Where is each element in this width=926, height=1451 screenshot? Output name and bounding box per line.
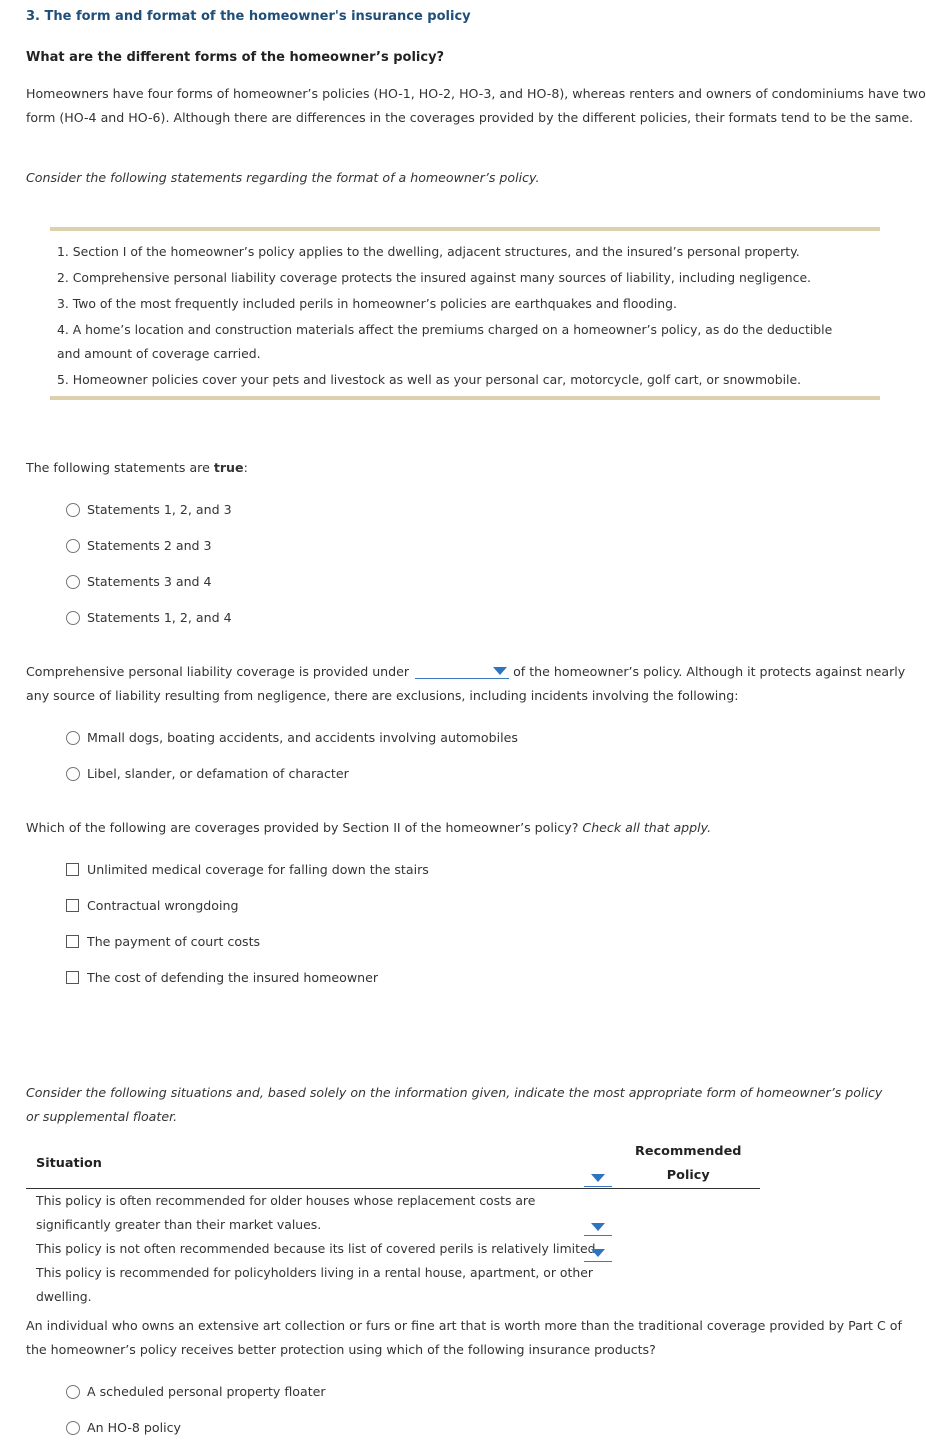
table-row: [26, 1237, 760, 1261]
option-label: The payment of court costs: [87, 934, 261, 949]
q4-prompt: Consider the following situations and, based solely on the information given, indicate the most appropriate form of homeowner’s policy or supplemental floater.: [26, 1085, 883, 1124]
option-label: Contractual wrongdoing: [87, 898, 239, 913]
option-label: A scheduled personal property floater: [87, 1384, 326, 1399]
table-row: [26, 1261, 760, 1309]
radio-button[interactable]: [66, 611, 80, 625]
policy-dropdown-3[interactable]: [584, 1245, 612, 1262]
forms-paragraph: Homeowners have four forms of homeowner’s policies (HO-1, HO-2, HO-3, and HO-8), whereas renters and owners of condominiums have two form (HO-4 and HO-6). Although there are differences in the coverages provided by the different policies, their formats tend to be the same.: [26, 86, 926, 125]
situation-column-header: Situation: [26, 1140, 616, 1189]
section-dropdown[interactable]: [415, 662, 509, 679]
situation-cell: This policy is recommended for policyholders living in a rental house, apartment, or other dwelling.: [36, 1265, 593, 1304]
question-title: 3. The form and format of the homeowner's insurance policy: [26, 9, 471, 24]
statements-list: [57, 240, 857, 394]
statement-item: 2. Comprehensive personal liability coverage protects the insured against many sources of liability, including negligence.: [57, 270, 812, 285]
statements-box: [50, 227, 880, 400]
policy-cell: [616, 1237, 760, 1261]
q1-prompt: [26, 456, 248, 480]
option-label: Unlimited medical coverage for falling down the stairs: [87, 862, 429, 877]
checkbox[interactable]: [66, 935, 79, 948]
checkbox[interactable]: [66, 863, 79, 876]
dropdown-caret-icon: [591, 1223, 605, 1231]
checkbox[interactable]: [66, 971, 79, 984]
option-label: Mmall dogs, boating accidents, and accidents involving automobiles: [87, 730, 518, 745]
situation-table: [26, 1140, 760, 1309]
q1-prompt-suffix: :: [243, 460, 248, 475]
option-label: An HO-8 policy: [87, 1420, 181, 1435]
statement-item: 3. Two of the most frequently included perils in homeowner’s policies are earthquakes and flooding.: [57, 296, 677, 311]
radio-button[interactable]: [66, 575, 80, 589]
q1-prompt-text: The following statements are: [26, 460, 214, 475]
radio-button[interactable]: [66, 503, 80, 517]
option-label: Statements 3 and 4: [87, 574, 212, 589]
option-label: Libel, slander, or defamation of character: [87, 766, 349, 781]
policy-column-header: Recommended Policy: [616, 1140, 760, 1189]
checkbox[interactable]: [66, 899, 79, 912]
q3-prompt-hint: Check all that apply.: [582, 820, 712, 835]
radio-button[interactable]: [66, 1421, 80, 1435]
policy-dropdown-2[interactable]: [584, 1219, 612, 1236]
q5-prompt: An individual who owns an extensive art collection or furs or fine art that is worth more than the traditional coverage provided by Part C of the homeowner’s policy receives better protection using which of the following insurance products?: [26, 1318, 902, 1357]
q3-prompt-text: Which of the following are coverages provided by Section II of the homeowner’s policy?: [26, 820, 583, 835]
statement-item: 4. A home’s location and construction materials affect the premiums charged on a homeowner’s policy, as do the deductible and amount of coverage carried.: [57, 322, 833, 361]
q1-prompt-bold: true: [213, 460, 244, 475]
statement-item: 1. Section I of the homeowner’s policy applies to the dwelling, adjacent structures, and the insured’s personal property.: [57, 244, 800, 259]
situation-cell: This policy is often recommended for older houses whose replacement costs are significantly greater than their market values.: [36, 1193, 536, 1232]
q2-text-before: Comprehensive personal liability coverage is provided under: [26, 664, 410, 679]
policy-cell: [616, 1189, 760, 1238]
statement-item: 5. Homeowner policies cover your pets and livestock as well as your personal car, motorcycle, golf cart, or snowmobile.: [57, 372, 802, 387]
radio-button[interactable]: [66, 767, 80, 781]
option-label: Statements 1, 2, and 3: [87, 502, 232, 517]
q2-text-after: of the homeowner’s policy. Although it protects against nearly any source of liability resulting from negligence, there are exclusions, including incidents involving the following:: [26, 664, 906, 703]
consider-statements-text: Consider the following statements regarding the format of a homeowner’s policy.: [26, 170, 540, 185]
radio-button[interactable]: [66, 1385, 80, 1399]
dropdown-caret-icon: [591, 1174, 605, 1182]
table-header-row: [26, 1140, 760, 1189]
forms-heading: What are the different forms of the homeowner’s policy?: [26, 50, 445, 65]
radio-button[interactable]: [66, 731, 80, 745]
option-label: The cost of defending the insured homeowner: [87, 970, 379, 985]
option-label: Statements 2 and 3: [87, 538, 212, 553]
situation-cell: This policy is not often recommended because its list of covered perils is relatively limited.: [36, 1241, 600, 1256]
dropdown-caret-icon: [591, 1249, 605, 1257]
policy-dropdown-1[interactable]: [584, 1170, 612, 1187]
dropdown-caret-icon: [493, 667, 507, 675]
table-row: [26, 1189, 760, 1238]
q3-prompt: [26, 816, 711, 840]
policy-cell: [616, 1261, 760, 1309]
q2-prompt: [26, 660, 916, 708]
radio-button[interactable]: [66, 539, 80, 553]
option-label: Statements 1, 2, and 4: [87, 610, 232, 625]
